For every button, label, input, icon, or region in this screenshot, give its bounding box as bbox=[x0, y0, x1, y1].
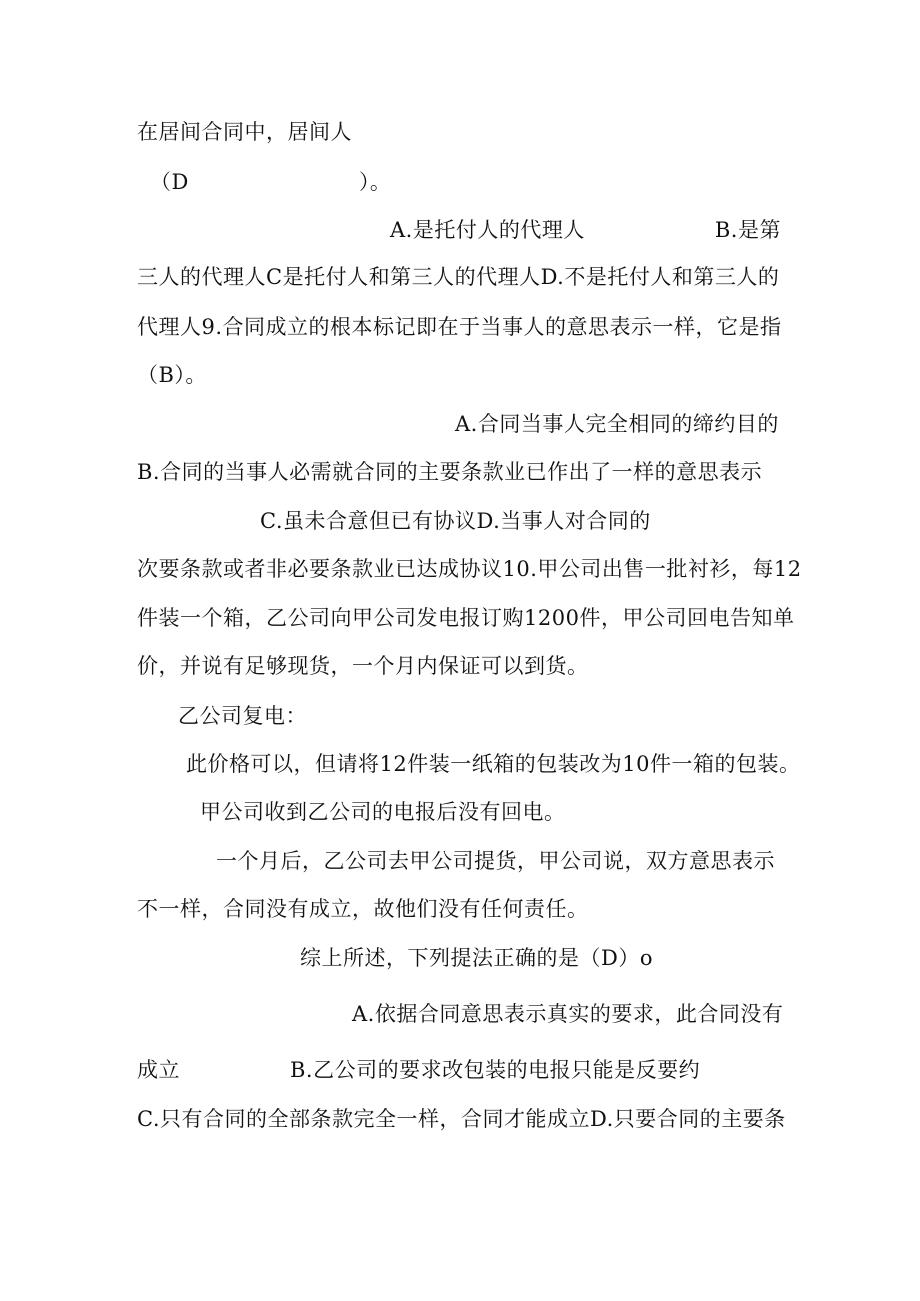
text-line: 价，并说有足够现货，一个月内保证可以到货。 bbox=[137, 654, 589, 678]
text-line bbox=[150, 168, 391, 196]
answer-close: ）。 bbox=[358, 170, 392, 194]
text-line: A.合同当事人完全相同的缔约目的 bbox=[455, 412, 779, 436]
text-line: 乙公司复电： bbox=[178, 704, 307, 728]
answer-open: （D bbox=[150, 170, 189, 194]
text-line bbox=[390, 216, 781, 244]
text-line: 甲公司收到乙公司的电报后没有回电。 bbox=[200, 800, 566, 824]
text-line: C.虽未合意但已有协议D.当事人对合同的 bbox=[260, 509, 651, 533]
text-line: B.合同的当事人必需就合同的主要条款业已作出了一样的意思表示 bbox=[137, 460, 763, 484]
option-a: A.是托付人的代理人 bbox=[390, 218, 585, 242]
text-line: A.依据合同意思表示真实的要求，此合同没有 bbox=[352, 1002, 784, 1026]
text-line: 次要条款或者非必要条款业已达成协议10.甲公司出售一批衬衫，每12 bbox=[137, 557, 802, 581]
text-line: （B）。 bbox=[137, 363, 207, 387]
text-line: 不一样，合同没有成立，故他们没有任何责任。 bbox=[137, 897, 589, 921]
option-a-cont: 成立 bbox=[137, 1058, 180, 1082]
text-line: 此价格可以，但请将12件装一纸箱的包装改为10件一箱的包装。 bbox=[186, 752, 801, 776]
option-b: B.是第 bbox=[714, 218, 781, 242]
text-line: 一个月后，乙公司去甲公司提货，甲公司说，双方意思表示 bbox=[216, 849, 775, 873]
text-line: 代理人9.合同成立的根本标记即在于当事人的意思表示一样，它是指 bbox=[137, 315, 782, 339]
option-b: B.乙公司的要求改包装的电报只能是反要约 bbox=[290, 1058, 701, 1082]
text-line: 在居间合同中，居间人 bbox=[137, 120, 352, 144]
text-line: 综上所述，下列提法正确的是（D）o bbox=[300, 946, 653, 970]
text-line: C.只有合同的全部条款完全一样，合同才能成立D.只要合同的主要条 bbox=[137, 1107, 786, 1131]
text-line bbox=[137, 1056, 700, 1084]
text-line: 三人的代理人C是托付人和第三人的代理人D.不是托付人和第三人的 bbox=[137, 265, 780, 289]
text-line: 件装一个箱，乙公司向甲公司发电报订购1200件，甲公司回电告知单 bbox=[137, 606, 795, 630]
